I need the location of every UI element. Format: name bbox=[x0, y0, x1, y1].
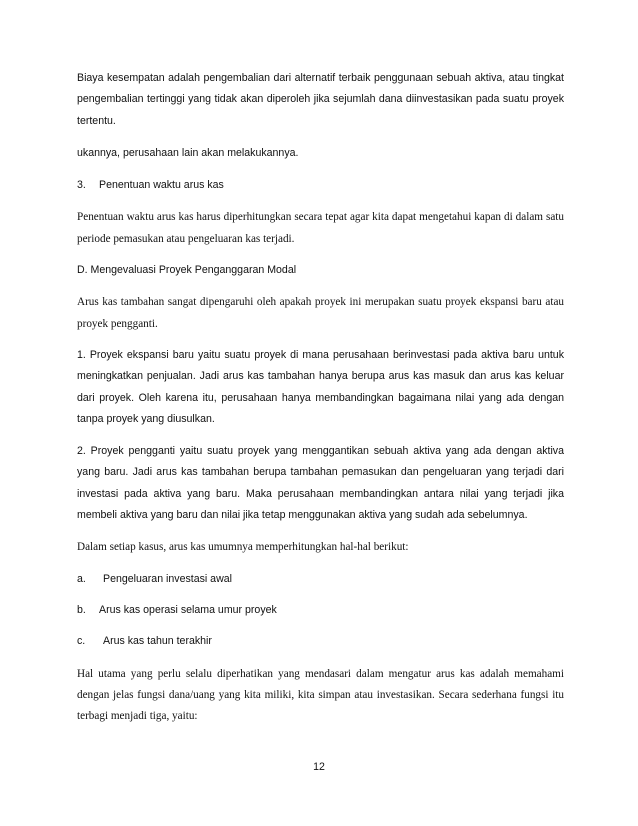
list-marker: b. bbox=[77, 603, 86, 616]
paragraph-cash-flow-timing: Penentuan waktu arus kas harus diperhitungkan secara tepat agar kita dapat mengetahui kapan di dalam satu periode pemasukan atau pengeluaran kas terjadi. bbox=[77, 211, 564, 245]
list-item-b bbox=[77, 600, 564, 621]
list-marker: 3. bbox=[77, 179, 86, 192]
paragraph-fund-function: Hal utama yang perlu selalu diperhatikan yang mendasari dalam mengatur arus kas adalah memahami dengan jelas fungsi dana/uang yang kita miliki, kita simpan atau investasikan. Secara sederhana fungsi itu terbagi menjadi tiga, yaitu: bbox=[77, 667, 564, 723]
page-content bbox=[77, 68, 564, 727]
page-number: 12 bbox=[313, 761, 325, 773]
section-heading: D. Mengevaluasi Proyek Penganggaran Modal bbox=[77, 264, 297, 277]
paragraph-each-case: Dalam setiap kasus, arus kas umumnya memperhitungkan hal-hal berikut: bbox=[77, 541, 409, 554]
paragraph-expansion-project: 1. Proyek ekspansi baru yaitu suatu proyek di mana perusahaan berinvestasi pada aktiva baru untuk meningkatkan penjualan. Jadi arus kas tambahan hanya berupa arus kas masuk dan arus kas keluar dari proyek. Oleh karena itu, perusahaan hanya membandingkan bagaimana nilai yang ada dengan tanpa proyek yang diusulkan. bbox=[77, 348, 564, 425]
paragraph-opportunity-cost: Biaya kesempatan adalah pengembalian dari alternatif terbaik penggunaan sebuah aktiva, atau tingkat pengembalian tertinggi yang tidak akan diperoleh jika sejumlah dana diinvestasikan pada suatu proyek tertentu. bbox=[77, 72, 564, 127]
list-marker: a. bbox=[77, 572, 86, 585]
list-item-text: Arus kas tahun terakhir bbox=[103, 635, 212, 648]
paragraph-replacement-project: 2. Proyek pengganti yaitu suatu proyek yang menggantikan sebuah aktiva yang ada dengan aktiva yang baru. Jadi arus kas tambahan berupa tambahan pemasukan dan pengeluaran yang terjadi dari investasi pada aktiva yang baru. Maka perusahaan membandingkan antara nilai yang terjadi jika membeli aktiva yang baru dan nilai jika tetap menggunakan aktiva yang sudah ada sebelumnya. bbox=[77, 445, 564, 522]
paragraph-incremental-cash-flow: Arus kas tambahan sangat dipengaruhi oleh apakah proyek ini merupakan suatu proyek ekspansi baru atau proyek pengganti. bbox=[77, 296, 564, 330]
list-item-c bbox=[77, 631, 564, 652]
list-item-3 bbox=[77, 175, 564, 196]
list-item-text: Penentuan waktu arus kas bbox=[99, 179, 224, 192]
list-item-text: Pengeluaran investasi awal bbox=[103, 572, 232, 585]
paragraph-fragment: ukannya, perusahaan lain akan melakukannya. bbox=[77, 146, 299, 159]
list-item-a bbox=[77, 569, 564, 590]
list-item-text: Arus kas operasi selama umur proyek bbox=[99, 603, 277, 616]
list-marker: c. bbox=[77, 635, 86, 648]
